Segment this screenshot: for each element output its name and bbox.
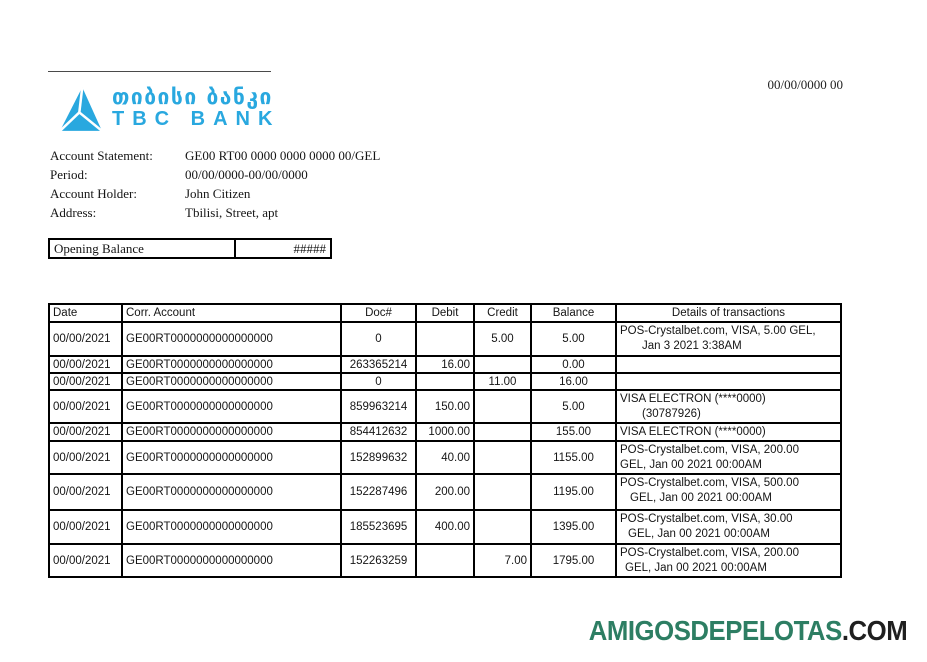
watermark-tld: .COM <box>841 615 907 646</box>
column-header: Balance <box>531 304 616 322</box>
account-info-row <box>50 165 380 184</box>
cell-corr: GE00RT0000000000000000 <box>122 474 341 510</box>
cell-credit <box>474 423 531 441</box>
cell-doc: 152287496 <box>341 474 416 510</box>
watermark <box>588 615 907 647</box>
opening-balance-label: Opening Balance <box>49 239 235 258</box>
details-line: POS-Crystalbet.com, VISA, 5.00 GEL, <box>620 325 816 337</box>
bank-logo-text <box>112 86 280 131</box>
cell-debit: 16.00 <box>416 356 474 373</box>
cell-details <box>616 373 841 390</box>
cell-credit: 7.00 <box>474 544 531 577</box>
cell-credit <box>474 390 531 423</box>
account-info-row <box>50 146 380 165</box>
cell-balance: 0.00 <box>531 356 616 373</box>
info-value: 00/00/0000-00/00/0000 <box>185 166 308 182</box>
opening-balance-value: ##### <box>235 239 331 258</box>
table-row <box>49 423 841 441</box>
cell-date: 00/00/2021 <box>49 322 122 356</box>
cell-details <box>616 322 841 356</box>
details-line: POS-Crystalbet.com, VISA, 200.00 <box>620 444 799 456</box>
info-label: Account Statement: <box>50 147 153 163</box>
cell-date: 00/00/2021 <box>49 423 122 441</box>
account-info-block <box>50 146 380 222</box>
column-header: Doc# <box>341 304 416 322</box>
info-label: Address: <box>50 204 97 220</box>
cell-details <box>616 474 841 510</box>
details-line: POS-Crystalbet.com, VISA, 30.00 <box>620 513 793 525</box>
details-line: VISA ELECTRON (****0000) <box>620 393 766 405</box>
cell-credit <box>474 356 531 373</box>
cell-debit <box>416 373 474 390</box>
details-line: GEL, Jan 00 2021 00:00AM <box>620 459 762 471</box>
info-label: Period: <box>50 166 88 182</box>
cell-debit: 150.00 <box>416 390 474 423</box>
cell-doc: 854412632 <box>341 423 416 441</box>
column-header: Date <box>49 304 122 322</box>
table-row <box>49 441 841 474</box>
cell-doc: 0 <box>341 373 416 390</box>
cell-debit: 40.00 <box>416 441 474 474</box>
table-row <box>49 474 841 510</box>
cell-corr: GE00RT0000000000000000 <box>122 373 341 390</box>
cell-credit <box>474 441 531 474</box>
column-header: Credit <box>474 304 531 322</box>
account-info-row <box>50 203 380 222</box>
cell-corr: GE00RT0000000000000000 <box>122 510 341 544</box>
cell-date: 00/00/2021 <box>49 474 122 510</box>
details-line: GEL, Jan 00 2021 00:00AM <box>625 562 767 574</box>
details-line: POS-Crystalbet.com, VISA, 200.00 <box>620 547 799 559</box>
cell-balance: 1195.00 <box>531 474 616 510</box>
cell-doc: 263365214 <box>341 356 416 373</box>
details-line: GEL, Jan 00 2021 00:00AM <box>630 492 772 504</box>
details-line: (30787926) <box>642 408 701 420</box>
opening-balance-table <box>48 238 332 259</box>
cell-details <box>616 390 841 423</box>
cell-date: 00/00/2021 <box>49 390 122 423</box>
header-divider-line <box>48 71 271 72</box>
cell-balance: 155.00 <box>531 423 616 441</box>
cell-doc: 152899632 <box>341 441 416 474</box>
column-header: Corr. Account <box>122 304 341 322</box>
cell-credit <box>474 510 531 544</box>
table-row <box>49 390 841 423</box>
tbc-triangle-icon <box>60 84 102 135</box>
cell-date: 00/00/2021 <box>49 544 122 577</box>
cell-balance: 1795.00 <box>531 544 616 577</box>
column-header: Debit <box>416 304 474 322</box>
table-row <box>49 510 841 544</box>
info-value: John Citizen <box>185 185 251 201</box>
cell-corr: GE00RT0000000000000000 <box>122 544 341 577</box>
cell-balance: 1155.00 <box>531 441 616 474</box>
info-value: Tbilisi, Street, apt <box>185 204 279 220</box>
bank-logo <box>60 84 280 135</box>
cell-corr: GE00RT0000000000000000 <box>122 441 341 474</box>
cell-details <box>616 423 841 441</box>
cell-doc: 185523695 <box>341 510 416 544</box>
cell-date: 00/00/2021 <box>49 373 122 390</box>
details-line: GEL, Jan 00 2021 00:00AM <box>628 528 770 540</box>
cell-doc: 859963214 <box>341 390 416 423</box>
transactions-header-row <box>49 304 841 322</box>
cell-credit: 11.00 <box>474 373 531 390</box>
cell-details <box>616 510 841 544</box>
table-row <box>49 356 841 373</box>
transactions-body <box>49 322 841 577</box>
cell-credit: 5.00 <box>474 322 531 356</box>
cell-corr: GE00RT0000000000000000 <box>122 356 341 373</box>
cell-balance: 5.00 <box>531 390 616 423</box>
opening-balance-row <box>49 239 331 258</box>
cell-balance: 16.00 <box>531 373 616 390</box>
cell-debit <box>416 322 474 356</box>
cell-corr: GE00RT0000000000000000 <box>122 390 341 423</box>
cell-date: 00/00/2021 <box>49 441 122 474</box>
info-label: Account Holder: <box>50 185 138 201</box>
column-header: Details of transactions <box>616 304 841 322</box>
bank-name-georgian: თიბისი ბანკი <box>112 85 273 109</box>
cell-details <box>616 441 841 474</box>
info-value: GE00 RT00 0000 0000 0000 00/GEL <box>185 147 381 163</box>
cell-debit: 200.00 <box>416 474 474 510</box>
cell-doc: 152263259 <box>341 544 416 577</box>
cell-details <box>616 544 841 577</box>
table-row <box>49 373 841 390</box>
cell-corr: GE00RT0000000000000000 <box>122 423 341 441</box>
cell-debit: 400.00 <box>416 510 474 544</box>
details-line: Jan 3 2021 3:38AM <box>642 340 742 352</box>
cell-debit <box>416 544 474 577</box>
table-row <box>49 544 841 577</box>
cell-balance: 1395.00 <box>531 510 616 544</box>
cell-doc: 0 <box>341 322 416 356</box>
table-row <box>49 322 841 356</box>
account-info-row <box>50 184 380 203</box>
details-line: VISA ELECTRON (****0000) <box>620 426 766 438</box>
watermark-brand: AMIGOSDEPELOTAS <box>588 615 842 646</box>
cell-corr: GE00RT0000000000000000 <box>122 322 341 356</box>
cell-credit <box>474 474 531 510</box>
details-line: POS-Crystalbet.com, VISA, 500.00 <box>620 477 799 489</box>
cell-date: 00/00/2021 <box>49 356 122 373</box>
cell-date: 00/00/2021 <box>49 510 122 544</box>
cell-details <box>616 356 841 373</box>
cell-debit: 1000.00 <box>416 423 474 441</box>
cell-balance: 5.00 <box>531 322 616 356</box>
bank-name-latin: TBC BANK <box>112 108 281 130</box>
statement-date: 00/00/0000 00 <box>767 77 843 92</box>
transactions-table <box>48 303 842 578</box>
